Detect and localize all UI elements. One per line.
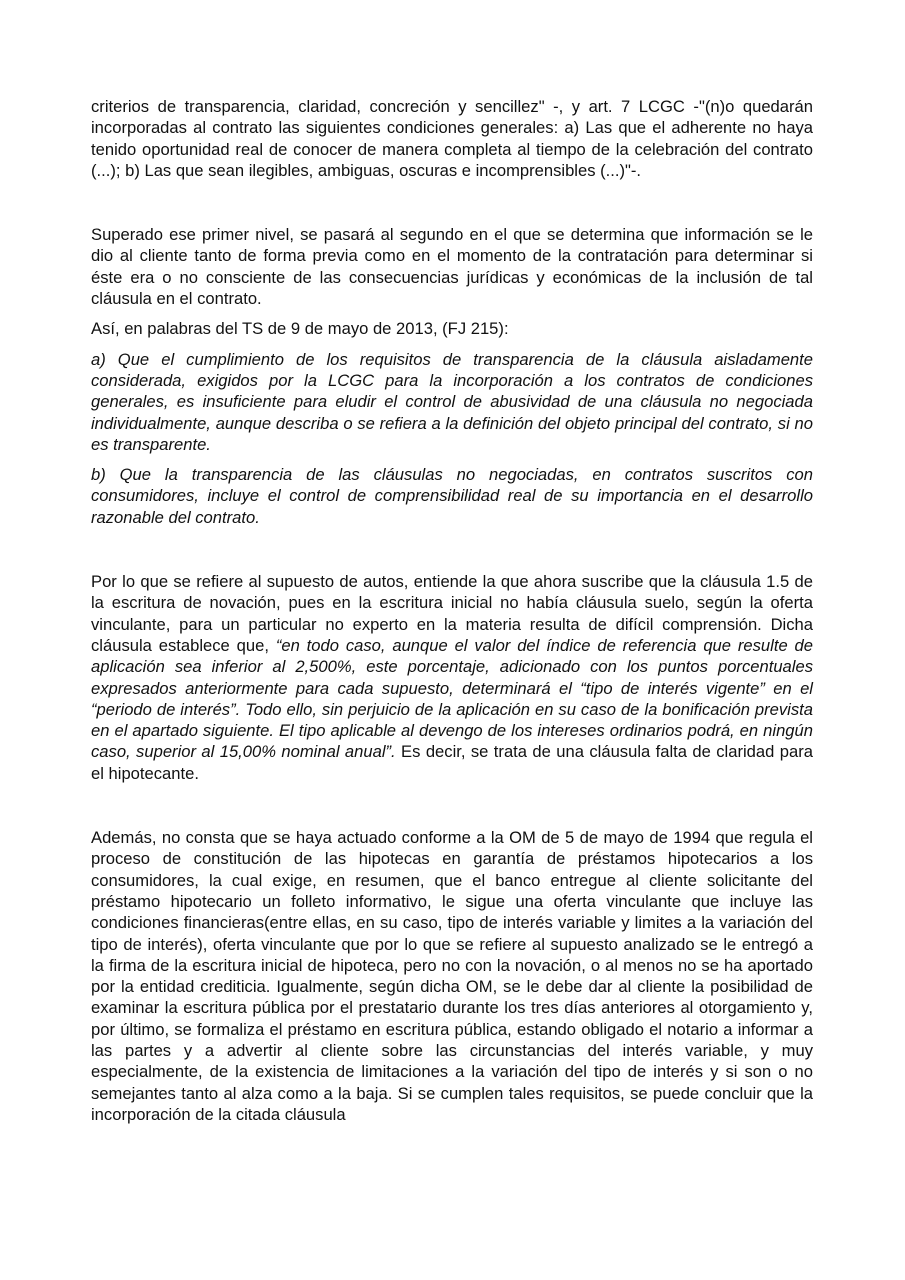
clause-analysis-conclusion: Es decir, se trata de una cláusula falta de claridad para el hipotecante.	[91, 742, 813, 783]
paragraph-criteria: criterios de transparencia, claridad, concreción y sencillez" -, y art. 7 LCGC -"(n)o quedarán incorporadas al contrato las siguientes condiciones generales: a) Las que el adherente no haya tenido oportunidad real de conocer de manera completa al tiempo de la celebración del contrato (...); b) Las que sean ilegibles, ambiguas, oscuras e incomprensibles (...)"-.	[91, 97, 813, 180]
paragraph-ts-citation: Así, en palabras del TS de 9 de mayo de 2013, (FJ 215):	[91, 319, 509, 339]
paragraph-second-level: Superado ese primer nivel, se pasará al segundo en el que se determina que información se le dio al cliente tanto de forma previa como en el momento de la contratación para determinar si éste era o no consciente de las consecuencias jurídicas y económicas de la inclusión de tal cláusula en el contrato.	[91, 225, 813, 309]
clause-analysis-intro: Por lo que se refiere al supuesto de autos, entiende la que ahora suscribe que la cláusula 1.5 de la escritura de novación, pues en la escritura inicial no había cláusula suelo, según la oferta vinculante, para un particular no experto en la materia resulta de difícil comprensión. Dicha cláusula establece que,	[91, 572, 813, 655]
quote-item-b: b) Que la transparencia de las cláusulas no negociadas, en contratos suscritos con consumidores, incluye el control de comprensibilidad real de su importancia en el desarrollo razonable del contrato.	[91, 465, 813, 527]
clause-quote: “en todo caso, aunque el valor del índice de referencia que resulte de aplicación sea inferior al 2,500%, este porcentaje, adicionado con los puntos porcentuales expresados anteriormente para cada supuesto, determinará el “tipo de interés vigente” en el “periodo de interés”. Todo ello, sin perjuicio de la aplicación en su caso de la bonificación prevista en el apartado siguiente. El tipo aplicable al devengo de los intereses ordinarios podrá, en ningún caso, superior al 15,00% nominal anual”.	[91, 635, 813, 762]
paragraph-om-1994: Además, no consta que se haya actuado conforme a la OM de 5 de mayo de 1994 que regula el proceso de constitución de las hipotecas en garantía de préstamos hipotecarios a los consumidores, la cual exige, en resumen, que el banco entregue al cliente solicitante del préstamo hipotecario un folleto informativo, le sigue una oferta vinculante que incluye las condiciones financieras(entre ellas, en su caso, tipo de interés variable y limites a la variación del tipo de interés), oferta vinculante que por lo que se refiere al supuesto analizado se le entregó a la firma de la escritura inicial de hipoteca, pero no con la novación, o al menos no se ha aportado por la entidad crediticia. Igualmente, según dicha OM, se le debe dar al cliente la posibilidad de examinar la escritura pública por el prestatario durante los tres días anteriores al otorgamiento y, por último, se formaliza el préstamo en escritura pública, estando obligado el notario a informar a las partes y a advertir al cliente sobre las circunstancias del interés variable, y muy especialmente, de la existencia de limitaciones a la variación del tipo de interés y si son o no semejantes tanto al alza como a la baja. Si se cumplen tales requisitos, se puede concluir que la incorporación de la citada cláusula	[91, 828, 813, 1124]
quote-item-a: a) Que el cumplimiento de los requisitos de transparencia de la cláusula aisladamente considerada, exigidos por la LCGC para la incorporación a los contratos de condiciones generales, es insuficiente para eludir el control de abusividad de una cláusula no negociada individualmente, aunque describa o se refiera a la definición del objeto principal del contrato, si no es transparente.	[91, 349, 813, 454]
paragraph-clause-analysis	[91, 571, 813, 784]
